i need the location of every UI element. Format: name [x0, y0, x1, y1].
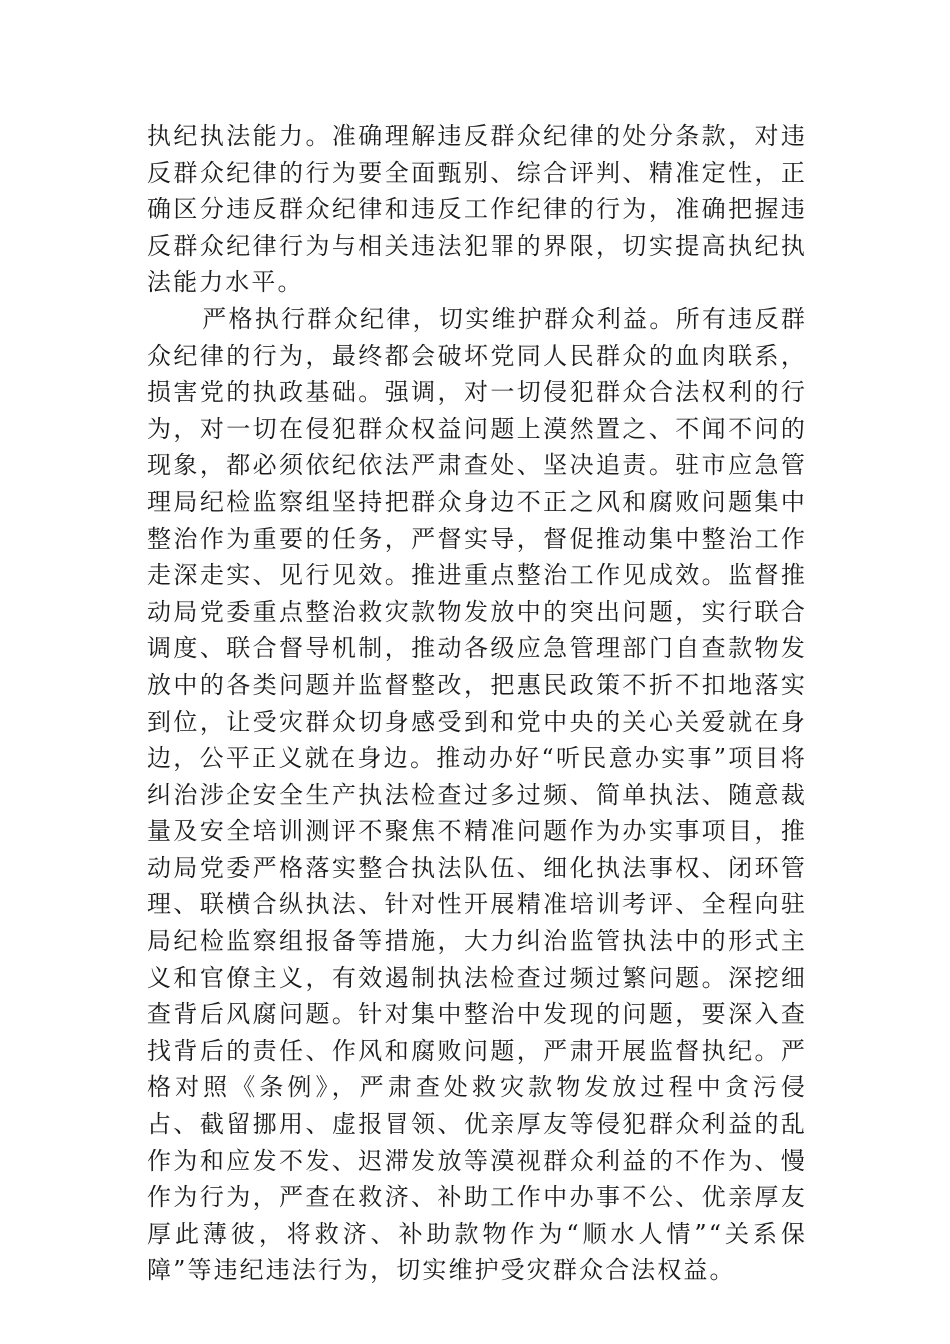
- paragraph-continuation: 执纪执法能力。准确理解违反群众纪律的处分条款，对违反群众纪律的行为要全面甄别、综合评判、精准定性，正确区分违反群众纪律和违反工作纪律的行为，准确把握违反群众纪律行为与相关违法犯罪的界限，切实提高执纪执法能力水平。: [147, 122, 807, 297]
- paragraph-discipline-enforcement: 严格执行群众纪律，切实维护群众利益。所有违反群众纪律的行为，最终都会破坏党同人民群众的血肉联系，损害党的执政基础。强调，对一切侵犯群众合法权利的行为，对一切在侵犯群众权益问题上漠然置之、不闻不问的现象，都必须依纪依法严肃查处、坚决追责。驻市应急管理局纪检监察组坚持把群众身边不正之风和腐败问题集中整治作为重要的任务，严督实导，督促推动集中整治工作走深走实、见行见效。推进重点整治工作见成效。监督推动局党委重点整治救灾款物发放中的突出问题，实行联合调度、联合督导机制，推动各级应急管理部门自查款物发放中的各类问题并监督整改，把惠民政策不折不扣地落实到位，让受灾群众切身感受到和党中央的关心关爱就在身边，公平正义就在身边。推动办好“听民意办实事”项目将纠治涉企安全生产执法检查过多过频、简单执法、随意裁量及安全培训测评不聚焦不精准问题作为办实事项目，推动局党委严格落实整合执法队伍、细化执法事权、闭环管理、联横合纵执法、针对性开展精准培训考评、全程向驻局纪检监察组报备等措施，大力纠治监管执法中的形式主义和官僚主义，有效遏制执法检查过频过繁问题。深挖细查背后风腐问题。针对集中整治中发现的问题，要深入查找背后的责任、作风和腐败问题，严肃开展监督执纪。严格对照《条例》，严肃查处救灾款物发放过程中贪污侵占、截留挪用、虚报冒领、优亲厚友等侵犯群众利益的乱作为和应发不发、迟滞发放等漠视群众利益的不作为、慢作为行为，严查在救济、补助工作中办事不公、优亲厚友厚此薄彼，将救济、补助款物作为“顺水人情”“关系保障”等违纪违法行为，切实维护受灾群众合法权益。: [147, 304, 807, 1285]
- document-page: [147, 118, 807, 1289]
